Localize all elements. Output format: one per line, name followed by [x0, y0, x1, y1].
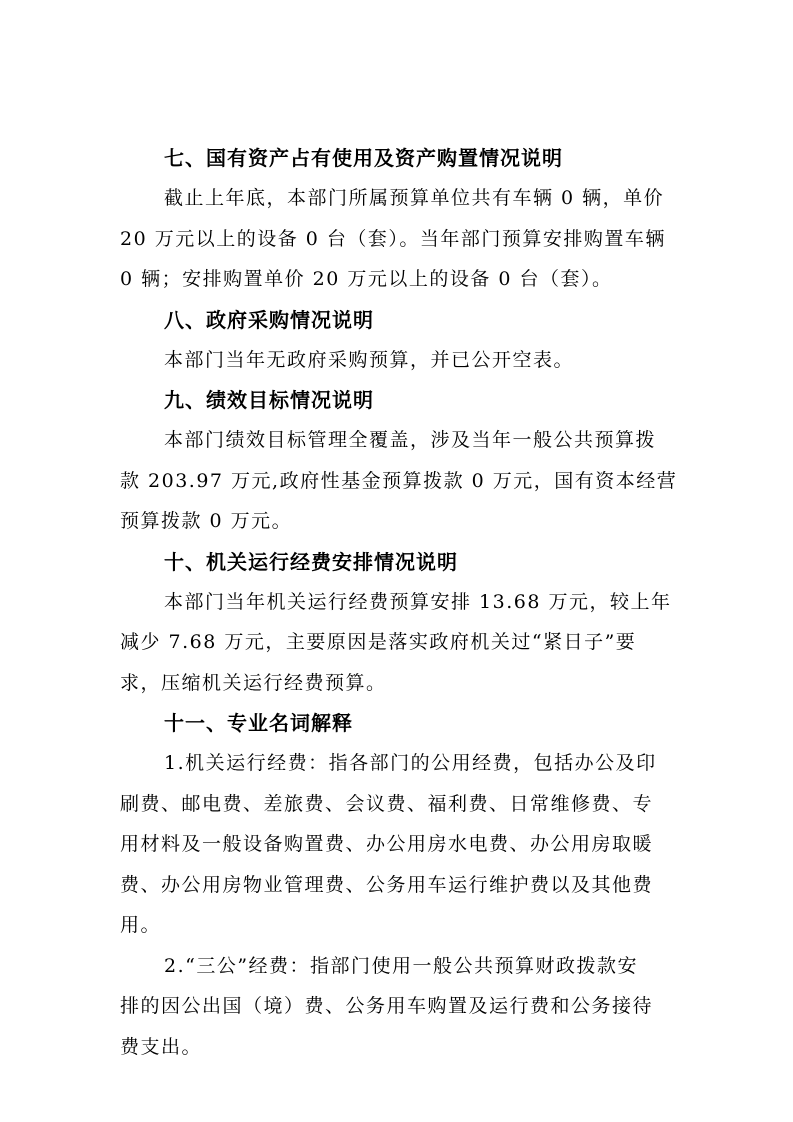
paragraph-line: 用。: [120, 914, 162, 936]
section-heading-assets: 七、国有资产占有使用及资产购置情况说明: [164, 146, 563, 170]
paragraph-line: 用材料及一般设备购置费、办公用房水电费、办公用房取暖: [120, 833, 654, 855]
paragraph-line: 减少 7.68 万元，主要原因是落实政府机关过“紧日子”要: [120, 631, 637, 653]
definition-operating-funds: [120, 743, 672, 946]
paragraph-line: 排的因公出国（境）费、公务用车购置及运行费和公务接待: [120, 995, 654, 1017]
section-paragraph-procurement: [120, 340, 672, 381]
paragraph-line: 费、办公用房物业管理费、公务用车运行维护费以及其他费: [120, 873, 654, 896]
paragraph-line: 2.“三公”经费：指部门使用一般公共预算财政拨款安: [164, 954, 639, 977]
paragraph-line: 本部门绩效目标管理全覆盖，涉及当年一般公共预算拨: [164, 429, 657, 451]
paragraph-line: 刷费、邮电费、差旅费、会议费、福利费、日常维修费、专: [120, 792, 654, 815]
paragraph-line: 款 203.97 万元,政府性基金预算拨款 0 万元，国有资本经营: [120, 469, 678, 492]
definition-three-public: [120, 946, 672, 1068]
paragraph-line: 求，压缩机关运行经费预算。: [120, 671, 387, 694]
section-heading-operating-funds: 十、机关运行经费安排情况说明: [164, 549, 458, 574]
document-body: [120, 138, 678, 1067]
paragraph-line: 0 辆；安排购置单价 20 万元以上的设备 0 台（套）。: [120, 268, 613, 290]
section-paragraph-assets: [120, 178, 672, 300]
paragraph-line: 预算拨款 0 万元。: [120, 510, 293, 532]
paragraph-line: 本部门当年无政府采购预算，并已公开空表。: [164, 348, 575, 371]
section-heading-glossary: 十一、专业名词解释: [164, 711, 353, 735]
section-paragraph-performance: [120, 420, 678, 542]
paragraph-line: 截止上年底，本部门所属预算单位共有车辆 0 辆，单价: [164, 187, 665, 209]
section-heading-procurement: 八、政府采购情况说明: [164, 307, 374, 332]
section-paragraph-operating-funds: [120, 582, 672, 704]
section-heading-performance: 九、绩效目标情况说明: [164, 388, 374, 412]
paragraph-line: 1.机关运行经费：指各部门的公用经费，包括办公及印: [164, 752, 657, 774]
paragraph-line: 20 万元以上的设备 0 台（套）。当年部门预算安排购置车辆: [120, 227, 666, 250]
paragraph-line: 费支出。: [120, 1035, 203, 1058]
paragraph-line: 本部门当年机关运行经费预算安排 13.68 万元，较上年: [164, 590, 672, 613]
